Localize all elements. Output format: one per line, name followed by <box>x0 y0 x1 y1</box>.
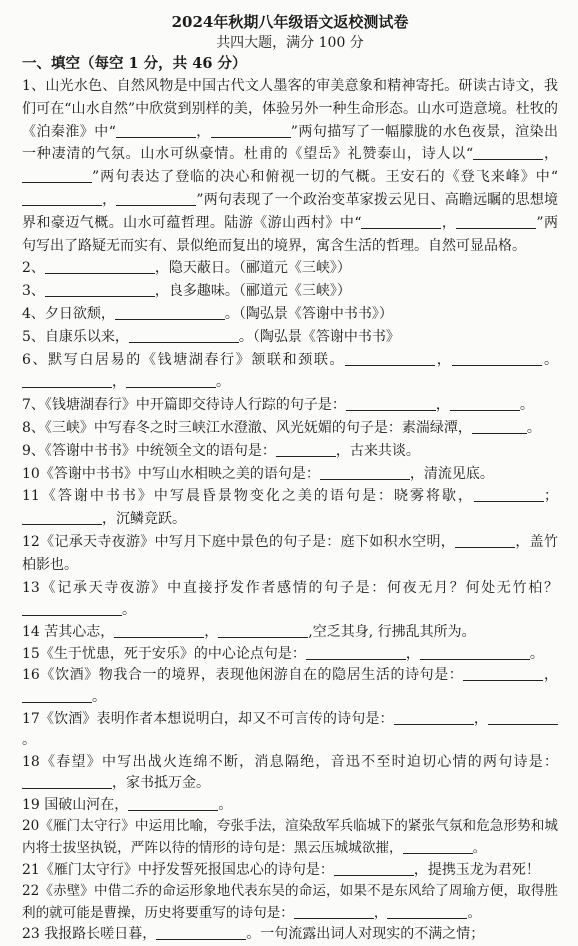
answer-blank[interactable] <box>361 213 441 229</box>
answer-blank[interactable] <box>463 665 543 681</box>
answer-blank[interactable] <box>211 122 291 138</box>
question-7: 7、《钱塘湖春行》中开篇即交待诗人行踪的句子是： ， 。 <box>22 397 534 414</box>
answer-blank[interactable] <box>22 600 122 616</box>
question-16: 16《饮酒》物我合一的境界，表现他闲游自在的隐居生活的诗句是： ，。 <box>22 667 558 705</box>
question-6: 6、默写白居易的《钱塘湖春行》颔联和颈联。 ， 。， 。 <box>22 351 559 391</box>
exam-subtitle: 共四大题，满分 100 分 <box>216 35 364 51</box>
answer-blank[interactable] <box>22 773 112 789</box>
question-8: 8、《三峡》中写春冬之时三峡江水澄澈、风光妩媚的句子是：素湍绿潭， 。 <box>22 419 541 436</box>
answer-blank[interactable] <box>456 213 536 229</box>
answer-blank[interactable] <box>126 372 216 388</box>
answer-blank[interactable] <box>294 903 374 919</box>
answer-blank[interactable] <box>488 709 558 725</box>
answer-blank[interactable] <box>474 486 544 502</box>
answer-blank[interactable] <box>450 395 520 411</box>
answer-blank[interactable] <box>306 644 406 660</box>
answer-blank[interactable] <box>345 350 435 366</box>
answer-blank[interactable] <box>45 258 155 274</box>
answer-blank[interactable] <box>116 190 196 206</box>
question-15: 15《生于忧患，死于安乐》的中心论点句是： ， 。 <box>22 645 544 662</box>
question-12: 12《记承天寺夜游》中写月下庭中景色的句子是：庭下如积水空明， ，盖竹柏影也。 <box>22 533 558 573</box>
answer-blank[interactable] <box>115 304 225 320</box>
question-5: 5、自康乐以来， 。（陶弘景《答谢中书书》 <box>22 328 400 345</box>
question-20: 20《雁门太守行》中运用比喻，夸张手法，渲染敌军兵临城下的紧张气氛和危急形势和城内将士拔坚执锐，严阵以待的情形的诗句是：黑云压城城欲摧， 。 <box>22 818 558 857</box>
answer-blank[interactable] <box>22 167 92 183</box>
question-4: 4、夕日欲颓， 。（陶弘景《答谢中书书》） <box>22 305 393 322</box>
answer-blank[interactable] <box>276 441 336 457</box>
answer-blank[interactable] <box>116 122 196 138</box>
answer-blank[interactable] <box>387 903 467 919</box>
answer-blank[interactable] <box>114 622 204 638</box>
question-2: 2、 ，隐天蔽日。（郦道元《三峡》） <box>22 260 351 277</box>
question-9: 9、《答谢中书书》中统领全文的语句是： ，古来共谈。 <box>22 442 420 459</box>
answer-blank[interactable] <box>218 622 308 638</box>
question-17: 17《饮酒》表明作者本想说明白，却又不可言传的诗句是： ，。 <box>22 709 558 752</box>
question-23: 23 我报路长嗟日暮， 。一句流露出词人对现实的不满之情； <box>22 926 485 943</box>
answer-blank[interactable] <box>22 372 112 388</box>
answer-blank[interactable] <box>452 350 542 366</box>
answer-blank[interactable] <box>22 509 102 525</box>
question-14: 14 苦其心志， ， ,空乏其身, 行拂乱其所为。 <box>22 624 476 641</box>
answer-blank[interactable] <box>394 709 474 725</box>
answer-blank[interactable] <box>334 860 414 876</box>
answer-blank[interactable] <box>156 924 246 940</box>
question-10: 10《答谢中书书》中写山水相映之美的语句是： ，清流见底。 <box>22 465 494 482</box>
question-3: 3、 ，良多趣味。（郦道元《三峡》） <box>22 283 351 300</box>
answer-blank[interactable] <box>420 644 530 660</box>
answer-blank[interactable] <box>22 687 92 703</box>
question-22: 22《赤壁》中借二乔的命运形象地代表东吴的命运，如果不是东风给了周瑜方便，取得胜利的就可能是曹操，历史将要重写的诗句是： ， 。 <box>22 883 558 921</box>
answer-blank[interactable] <box>346 395 436 411</box>
answer-blank[interactable] <box>45 281 155 297</box>
answer-blank[interactable] <box>22 190 102 206</box>
answer-blank[interactable] <box>403 838 473 854</box>
answer-blank[interactable] <box>473 144 543 160</box>
answer-blank[interactable] <box>455 532 515 548</box>
exam-page <box>0 11 578 943</box>
question-13: 13《记承天寺夜游》中直接抒发作者感情的句子是：何夜无月？何处无竹柏？。 <box>22 579 558 619</box>
answer-blank[interactable] <box>320 464 410 480</box>
question-11: 11《答谢中书书》中写晨昏景物变化之美的语句是：晓雾将歇， ；，沉鳞竞跃。 <box>22 488 558 528</box>
answer-blank[interactable] <box>129 327 239 343</box>
answer-blank[interactable] <box>472 418 527 434</box>
question-21: 21《雁门太守行》中抒发誓死报国忠心的诗句是： ，提携玉龙为君死！ <box>22 861 540 878</box>
answer-blank[interactable] <box>128 795 218 811</box>
question-1: 1、山光水色、自然风物是中国古代文人墨客的审美意象和精神寄托。研读古诗文，我们可在“山水自然”中欣赏到别样的美，体验另外一种生命形态。山水可造意境。杜牧的《泊秦淮》中“ ， ”两句描写了一幅朦胧的水色夜景，渲染出一种凄清的气氛。山水可纵豪情。杜甫的《望岳》礼赞泰山，诗人以“ ，”两句表达了登临的决心和俯视一切的气概。王安石的《登飞来峰》中“， ”两句表现了一个政治变革家拨云见日、高瞻远瞩的思想境界和豪迈气概。山水可蕴哲理。陆游《游山西村》中“ ， ”两句写出了路疑无而实有、景似绝而复出的境界，寓含生活的哲理。自然可显品格。 <box>22 78 559 254</box>
exam-title: 2024年秋期八年级语文返校测试卷 <box>171 13 409 31</box>
question-19: 19 国破山河在， 。 <box>22 796 233 813</box>
question-18: 18《春望》中写出战火连绵不断，消息隔绝，音迅不至时迫切心情的两句诗是：，家书抵万金。 <box>22 753 558 792</box>
section-heading: 一、填空（每空 1 分，共 46 分） <box>22 55 247 72</box>
